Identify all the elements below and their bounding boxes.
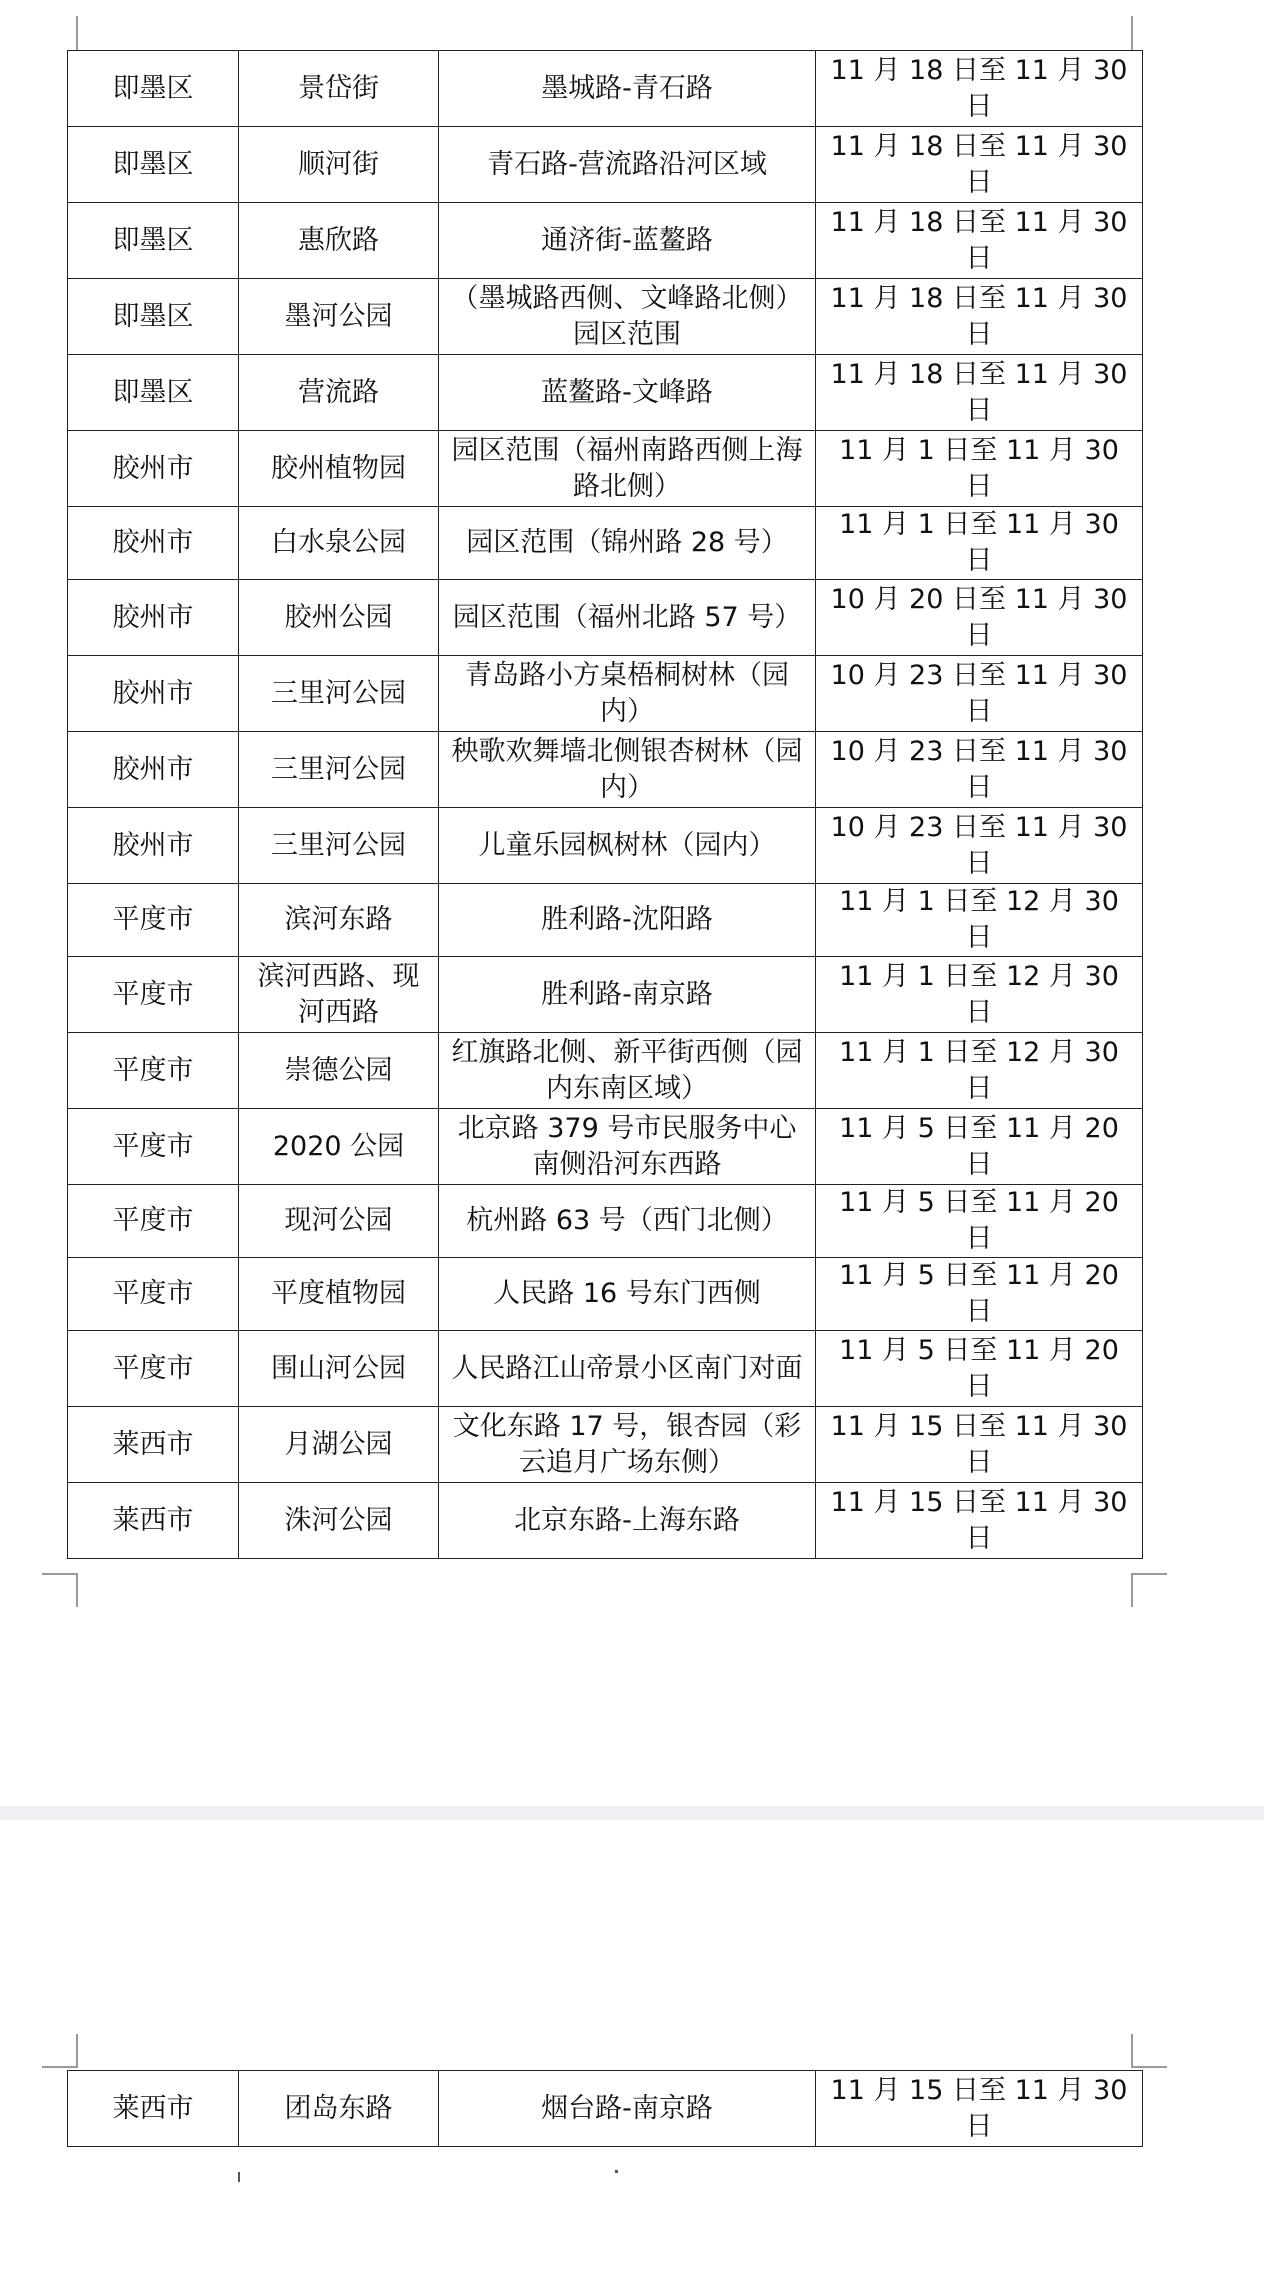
table-row	[68, 884, 1143, 957]
page-separator	[0, 1806, 1264, 1820]
period-cell: 11 月 18 日至 11 月 30 日	[816, 203, 1143, 279]
table-row	[68, 1407, 1143, 1483]
period-cell: 10 月 20 日至 11 月 30 日	[816, 580, 1143, 656]
period-cell: 11 月 18 日至 11 月 30 日	[816, 279, 1143, 355]
range-cell: 北京东路-上海东路	[439, 1483, 816, 1559]
table-row	[68, 127, 1143, 203]
table-row	[68, 2071, 1143, 2147]
district-cell: 平度市	[68, 1033, 239, 1109]
period-cell: 11 月 18 日至 11 月 30 日	[816, 127, 1143, 203]
district-cell: 平度市	[68, 957, 239, 1033]
district-cell: 平度市	[68, 1109, 239, 1185]
period-cell: 11 月 1 日至 12 月 30 日	[816, 1033, 1143, 1109]
site-cell: 三里河公园	[239, 732, 439, 808]
table-row	[68, 51, 1143, 127]
crop-mark-top-right-vertical	[1131, 16, 1133, 50]
green-space-table	[67, 50, 1143, 1559]
range-cell: 杭州路 63 号（西门北侧）	[439, 1185, 816, 1258]
crop-mark-bottom-left-horizontal	[42, 1573, 78, 1575]
district-cell: 即墨区	[68, 355, 239, 431]
district-cell: 即墨区	[68, 279, 239, 355]
district-cell: 平度市	[68, 1258, 239, 1331]
range-cell: （墨城路西侧、文峰路北侧）园区范围	[439, 279, 816, 355]
range-cell: 胜利路-沈阳路	[439, 884, 816, 957]
crop-mark-top-left-horizontal	[42, 2066, 78, 2068]
district-cell: 胶州市	[68, 808, 239, 884]
site-cell: 月湖公园	[239, 1407, 439, 1483]
crop-mark-top-right-horizontal	[1131, 2066, 1167, 2068]
district-cell: 莱西市	[68, 1407, 239, 1483]
period-cell: 11 月 18 日至 11 月 30 日	[816, 51, 1143, 127]
district-cell: 胶州市	[68, 732, 239, 808]
stray-mark	[238, 2172, 240, 2182]
site-cell: 三里河公园	[239, 656, 439, 732]
period-cell: 10 月 23 日至 11 月 30 日	[816, 732, 1143, 808]
crop-mark-bottom-right-horizontal	[1131, 1573, 1167, 1575]
table-row	[68, 1109, 1143, 1185]
crop-mark-bottom-right-vertical	[1131, 1573, 1133, 1607]
period-cell: 11 月 15 日至 11 月 30 日	[816, 2071, 1143, 2147]
site-cell: 白水泉公园	[239, 507, 439, 580]
site-cell: 2020 公园	[239, 1109, 439, 1185]
site-cell: 胶州植物园	[239, 431, 439, 507]
range-cell: 园区范围（福州北路 57 号）	[439, 580, 816, 656]
site-cell: 滨河东路	[239, 884, 439, 957]
table-row	[68, 431, 1143, 507]
table-row	[68, 1033, 1143, 1109]
range-cell: 儿童乐园枫树林（园内）	[439, 808, 816, 884]
site-cell: 平度植物园	[239, 1258, 439, 1331]
district-cell: 平度市	[68, 1331, 239, 1407]
range-cell: 墨城路-青石路	[439, 51, 816, 127]
district-cell: 胶州市	[68, 580, 239, 656]
range-cell: 园区范围（锦州路 28 号）	[439, 507, 816, 580]
district-cell: 胶州市	[68, 507, 239, 580]
district-cell: 即墨区	[68, 51, 239, 127]
crop-mark-top-right-vertical	[1131, 2034, 1133, 2068]
period-cell: 11 月 1 日至 12 月 30 日	[816, 884, 1143, 957]
district-cell: 胶州市	[68, 656, 239, 732]
period-cell: 11 月 5 日至 11 月 20 日	[816, 1331, 1143, 1407]
range-cell: 人民路 16 号东门西侧	[439, 1258, 816, 1331]
crop-mark-bottom-left-vertical	[76, 1573, 78, 1607]
site-cell: 惠欣路	[239, 203, 439, 279]
district-cell: 胶州市	[68, 431, 239, 507]
table-row	[68, 1483, 1143, 1559]
site-cell: 围山河公园	[239, 1331, 439, 1407]
range-cell: 红旗路北侧、新平街西侧（园内东南区域）	[439, 1033, 816, 1109]
site-cell: 墨河公园	[239, 279, 439, 355]
period-cell: 11 月 5 日至 11 月 20 日	[816, 1109, 1143, 1185]
period-cell: 10 月 23 日至 11 月 30 日	[816, 656, 1143, 732]
table-row	[68, 1258, 1143, 1331]
district-cell: 平度市	[68, 1185, 239, 1258]
site-cell: 现河公园	[239, 1185, 439, 1258]
table-row	[68, 808, 1143, 884]
table-row	[68, 580, 1143, 656]
table-row	[68, 656, 1143, 732]
period-cell: 11 月 1 日至 11 月 30 日	[816, 507, 1143, 580]
table-row	[68, 957, 1143, 1033]
range-cell: 人民路江山帝景小区南门对面	[439, 1331, 816, 1407]
green-space-table-continued	[67, 2070, 1143, 2147]
district-cell: 莱西市	[68, 2071, 239, 2147]
crop-mark-top-left-vertical	[76, 2034, 78, 2068]
table-body	[68, 2071, 1143, 2147]
period-cell: 11 月 5 日至 11 月 20 日	[816, 1185, 1143, 1258]
table-row	[68, 1185, 1143, 1258]
period-cell: 10 月 23 日至 11 月 30 日	[816, 808, 1143, 884]
district-cell: 莱西市	[68, 1483, 239, 1559]
district-cell: 即墨区	[68, 203, 239, 279]
range-cell: 文化东路 17 号，银杏园（彩云追月广场东侧）	[439, 1407, 816, 1483]
range-cell: 北京路 379 号市民服务中心南侧沿河东西路	[439, 1109, 816, 1185]
table-row	[68, 203, 1143, 279]
range-cell: 胜利路-南京路	[439, 957, 816, 1033]
period-cell: 11 月 5 日至 11 月 20 日	[816, 1258, 1143, 1331]
range-cell: 青石路-营流路沿河区域	[439, 127, 816, 203]
table-row	[68, 732, 1143, 808]
period-cell: 11 月 15 日至 11 月 30 日	[816, 1483, 1143, 1559]
crop-mark-top-left-vertical	[76, 16, 78, 50]
site-cell: 三里河公园	[239, 808, 439, 884]
period-cell: 11 月 18 日至 11 月 30 日	[816, 355, 1143, 431]
range-cell: 园区范围（福州南路西侧上海路北侧）	[439, 431, 816, 507]
site-cell: 滨河西路、现河西路	[239, 957, 439, 1033]
site-cell: 顺河街	[239, 127, 439, 203]
period-cell: 11 月 15 日至 11 月 30 日	[816, 1407, 1143, 1483]
range-cell: 蓝鳌路-文峰路	[439, 355, 816, 431]
range-cell: 青岛路小方桌梧桐树林（园内）	[439, 656, 816, 732]
table-row	[68, 355, 1143, 431]
site-cell: 崇德公园	[239, 1033, 439, 1109]
table-row	[68, 1331, 1143, 1407]
table-row	[68, 507, 1143, 580]
period-cell: 11 月 1 日至 11 月 30 日	[816, 431, 1143, 507]
district-cell: 即墨区	[68, 127, 239, 203]
stray-mark	[615, 2170, 618, 2173]
range-cell: 通济街-蓝鳌路	[439, 203, 816, 279]
site-cell: 洙河公园	[239, 1483, 439, 1559]
district-cell: 平度市	[68, 884, 239, 957]
site-cell: 营流路	[239, 355, 439, 431]
period-cell: 11 月 1 日至 12 月 30 日	[816, 957, 1143, 1033]
site-cell: 胶州公园	[239, 580, 439, 656]
range-cell: 烟台路-南京路	[439, 2071, 816, 2147]
table-body	[68, 51, 1143, 1559]
site-cell: 景岱街	[239, 51, 439, 127]
document-page-2	[0, 1820, 1264, 2291]
site-cell: 团岛东路	[239, 2071, 439, 2147]
table-row	[68, 279, 1143, 355]
range-cell: 秧歌欢舞墙北侧银杏树林（园内）	[439, 732, 816, 808]
